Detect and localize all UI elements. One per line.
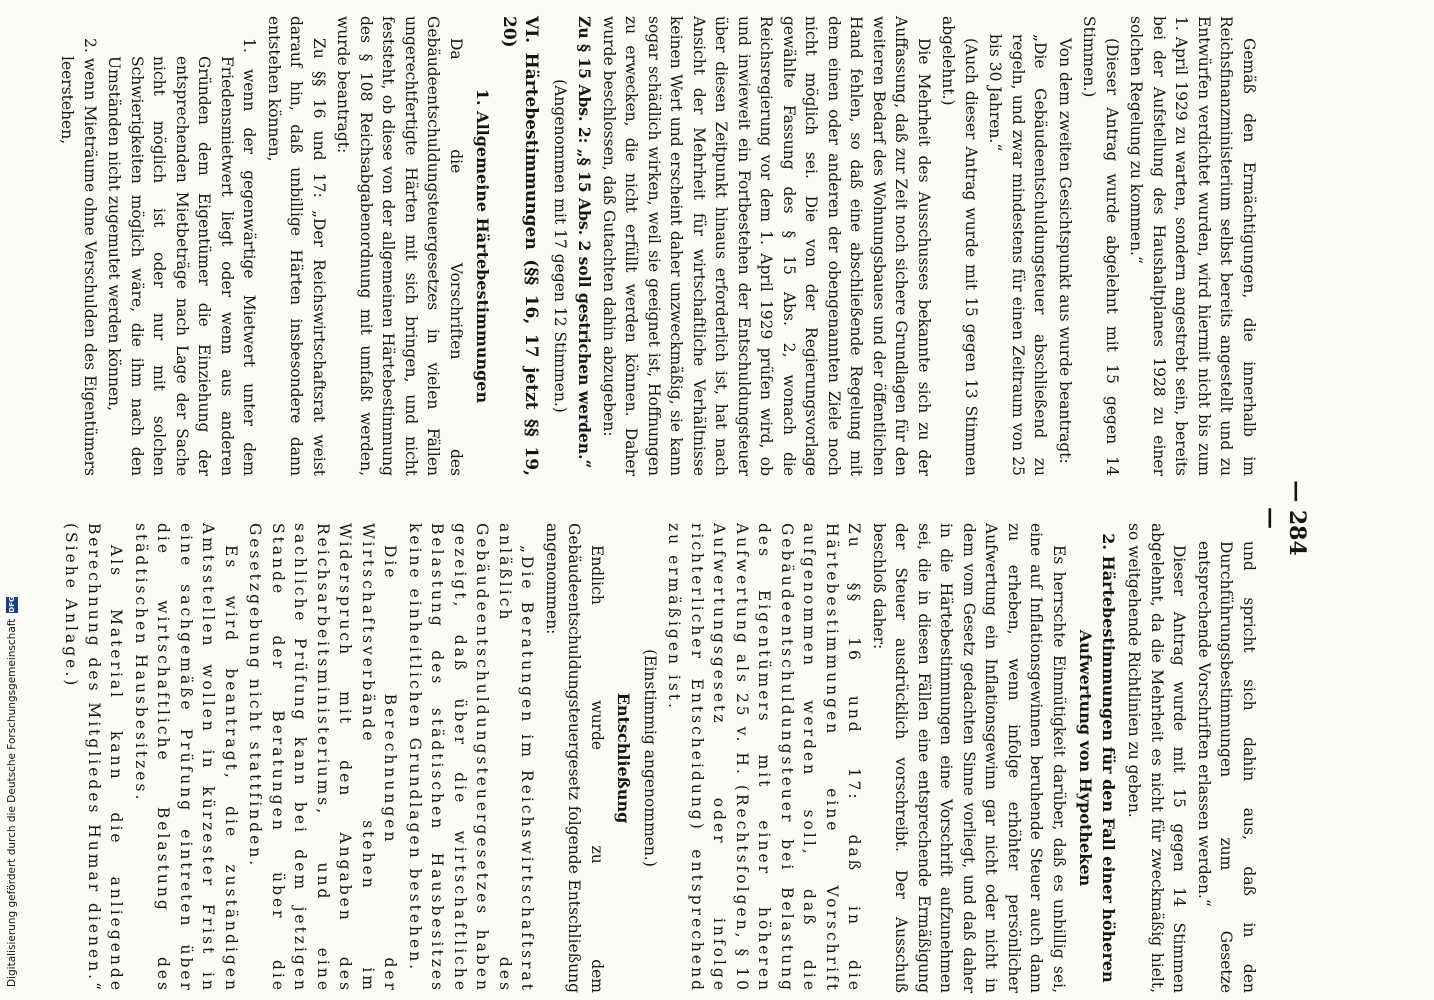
section-heading: Entschließung (614, 692, 634, 824)
resolution-text: Zu §§ 16 und 17: daß in die Härtebestimmungen eine Vorschrift aufgenommen werden soll, daß die Gebäudeentschuldungsteuer bei Belastung des Eigentümers mit einer höheren Aufwertung als 25 v. H. (Rechtsfolgen, § 10 Aufwertungsgesetz oder infolge richterlicher Entscheidung) entsprechend zu ermäßigen ist. (665, 523, 864, 993)
resolution-text: Es wird beantragt, die zuständigen Amtsstellen wollen in kürzester Frist in eine sachgemäße Prüfung eintreten über die wirtschaftliche Belastung des städtischen Hausbesitzes. (132, 523, 240, 993)
motion-quote: „Die Gebäudeentschuldungsteuer abschließend zu regeln, und zwar mindestens für einen Zeitraum von 25 bis 30 Jahren.“ (986, 34, 1050, 476)
resolution-text: Die Berechnungen der Wirtschaftsverbände stehen im Widerspruch mit den Angaben des Reichsarbeitsministeriums, und eine sachliche Prüfung kann bei dem jetzigen Stande der Beratungen über die Gesetzgebung nicht stattfinden. (246, 523, 400, 993)
paragraph: Endlich wurde zu dem Gebäudeentschuldungsteuergesetz folgende Entschließung angenommen: (543, 523, 606, 993)
paragraph: Gemäß den Ermächtigungen, die innerhalb im Reichsfinanzministerium selbst bereits angestellt und zu Entwürfen verdichtet wurden, wird hiermit nicht bis zum 1. April 1929 zu warten, sondern angestrebt sein, bereits bei der Aufstellung des Haushaltplanes 1928 zu einer solchen Regelung zu kommen.“ (1127, 16, 1258, 476)
paragraph: Zu §§ 16 und 17: „Der Reichswirtschaftsrat weist darauf hin, daß unbillige Härten insbesondere dann entstehen können, (265, 16, 328, 476)
page-number: — 284 — (1258, 480, 1310, 556)
paragraph: Dieser Antrag wurde mit 15 gegen 14 Stimmen abgelehnt, da die Mehrheit es nicht für zweckmäßig hielt, so weitgehende Richtlinien zu geben. (1125, 523, 1189, 993)
paragraph: Von dem zweiten Gesichtspunkt aus wurde beantragt: (1056, 38, 1074, 464)
subsection-heading: 1. Allgemeine Härtebestimmungen (473, 88, 493, 404)
vote-note: (Dieser Antrag wurde abgelehnt mit 15 gegen 14 Stimmen.) (1080, 16, 1121, 476)
list-item: 1. wenn der gegenwärtige Mietwert unter dem Friedensmietwert liegt oder wenn aus anderen Gründen dem Eigentümer die Einziehung der entsprechenden Mietbeträge nach Lage der Sache nicht möglich ist oder nur mit solchen Schwierigkeiten möglich wäre, die ihm nach den Umständen nicht zugemutet werden können, (105, 38, 259, 476)
vote-note: (Auch dieser Antrag wurde mit 15 gegen 13 Stimmen abgelehnt.) (939, 16, 980, 476)
right-column (58, 523, 1260, 993)
vote-note: (Angenommen mit 17 gegen 12 Stimmen.) (551, 79, 569, 413)
digitization-credit (3, 0, 21, 993)
dfg-logo: DFG (8, 596, 16, 613)
credit-text: Digitalisierung gefördert durch die Deutsche Forschungsgemeinschaft (6, 618, 18, 987)
resolution-text: „Die Beratungen im Reichswirtschaftsrat anläßlich des Gebäudeentschuldungsteuergesetzes haben gezeigt, daß über die wirtschaftliche Belastung des städtischen Hausbesitzes keine einheitlichen Grundlagen bestehen. (406, 523, 537, 993)
rotated-page-content (10, 8, 1310, 993)
list-item: 2. wenn Mieträume ohne Verschulden des Eigentümers leerstehen, (58, 38, 99, 476)
resolution-text: Als Material kann die anliegende Berechnung des Mitgliedes Humar dienen.“ (Siehe Anlage.) (62, 523, 126, 993)
paragraph: Da die Vorschriften des Gebäudeentschuldungsteuergesetzes in vielen Fällen ungerechtfertigte Härten mit sich bringen, und nicht feststeht, ob diese von der allgemeinen Härtebestimmung des § 108 Reichsabgabenordnung mit umfaßt werden, wurde beantragt: (334, 16, 465, 476)
paragraph: Die Mehrheit des Ausschusses bekannte sich zu der Auffassung, daß zur Zeit noch sichere Grundlagen für den weiteren Bedarf des Wohnungsbaues und der öffentlichen Hand fehlen, so daß eine abschließende Regelung mit dem einen oder anderen der obengenannten Ziele noch nicht möglich sei. Die von der Regierungsvorlage gewählte Fassung des § 15 Abs. 2, wonach die Reichsregierung vor dem 1. April 1929 prüfen wird, ob und inwieweit ein Fortbestehen der Entschuldungsteuer über diesen Zeitpunkt hinaus erforderlich ist, hat nach Ansicht der Mehrheit für wirtschaftliche Verhältnisse keinen Wert und erscheint daher unzweckmäßig, sie kann sogar schädlich wirken, weil sie geeignet ist, Hoffnungen zu erwecken, die nicht erfüllt werden können. Daher wurde beschlossen, daß Gutachten dahin abzugeben: (600, 16, 933, 476)
left-column (54, 16, 1260, 476)
vote-note: (Einstimmig angenommen.) (641, 649, 659, 867)
paragraph: und spricht sich dahin aus, daß in den Durchführungsbestimmungen zum Gesetze entsprechende Vorschriften erlassen werden.“ (1195, 541, 1258, 993)
subsection-heading: 2. Härtebestimmungen für den Fall einer höheren Aufwertung von Hypotheken (1076, 533, 1118, 983)
paragraph: Es herrschte Einmütigkeit darüber, daß es unbillig sei, eine auf Inflationsgewinnen beruhende Steuer auch dann zu erheben, wenn infolge erhöhter persönlicher Aufwertung ein Inflationsgewinn gar nicht oder nicht in dem vom Gesetz gedachten Sinne vorliegt, und daß daher in die Härtebestimmungen eine Vorschrift aufzunehmen sei, die in diesen Fällen eine entsprechende Ermäßigung der Steuer ausdrücklich vorschreibt. Der Ausschuß beschloß daher: (870, 523, 1068, 993)
resolution-text: Zu § 15 Abs. 2: „§ 15 Abs. 2 soll gestrichen werden.“ (575, 16, 595, 469)
section-heading: VI. Härtebestimmungen (§§ 16, 17 jetzt §§ 19, 20) (499, 16, 542, 476)
